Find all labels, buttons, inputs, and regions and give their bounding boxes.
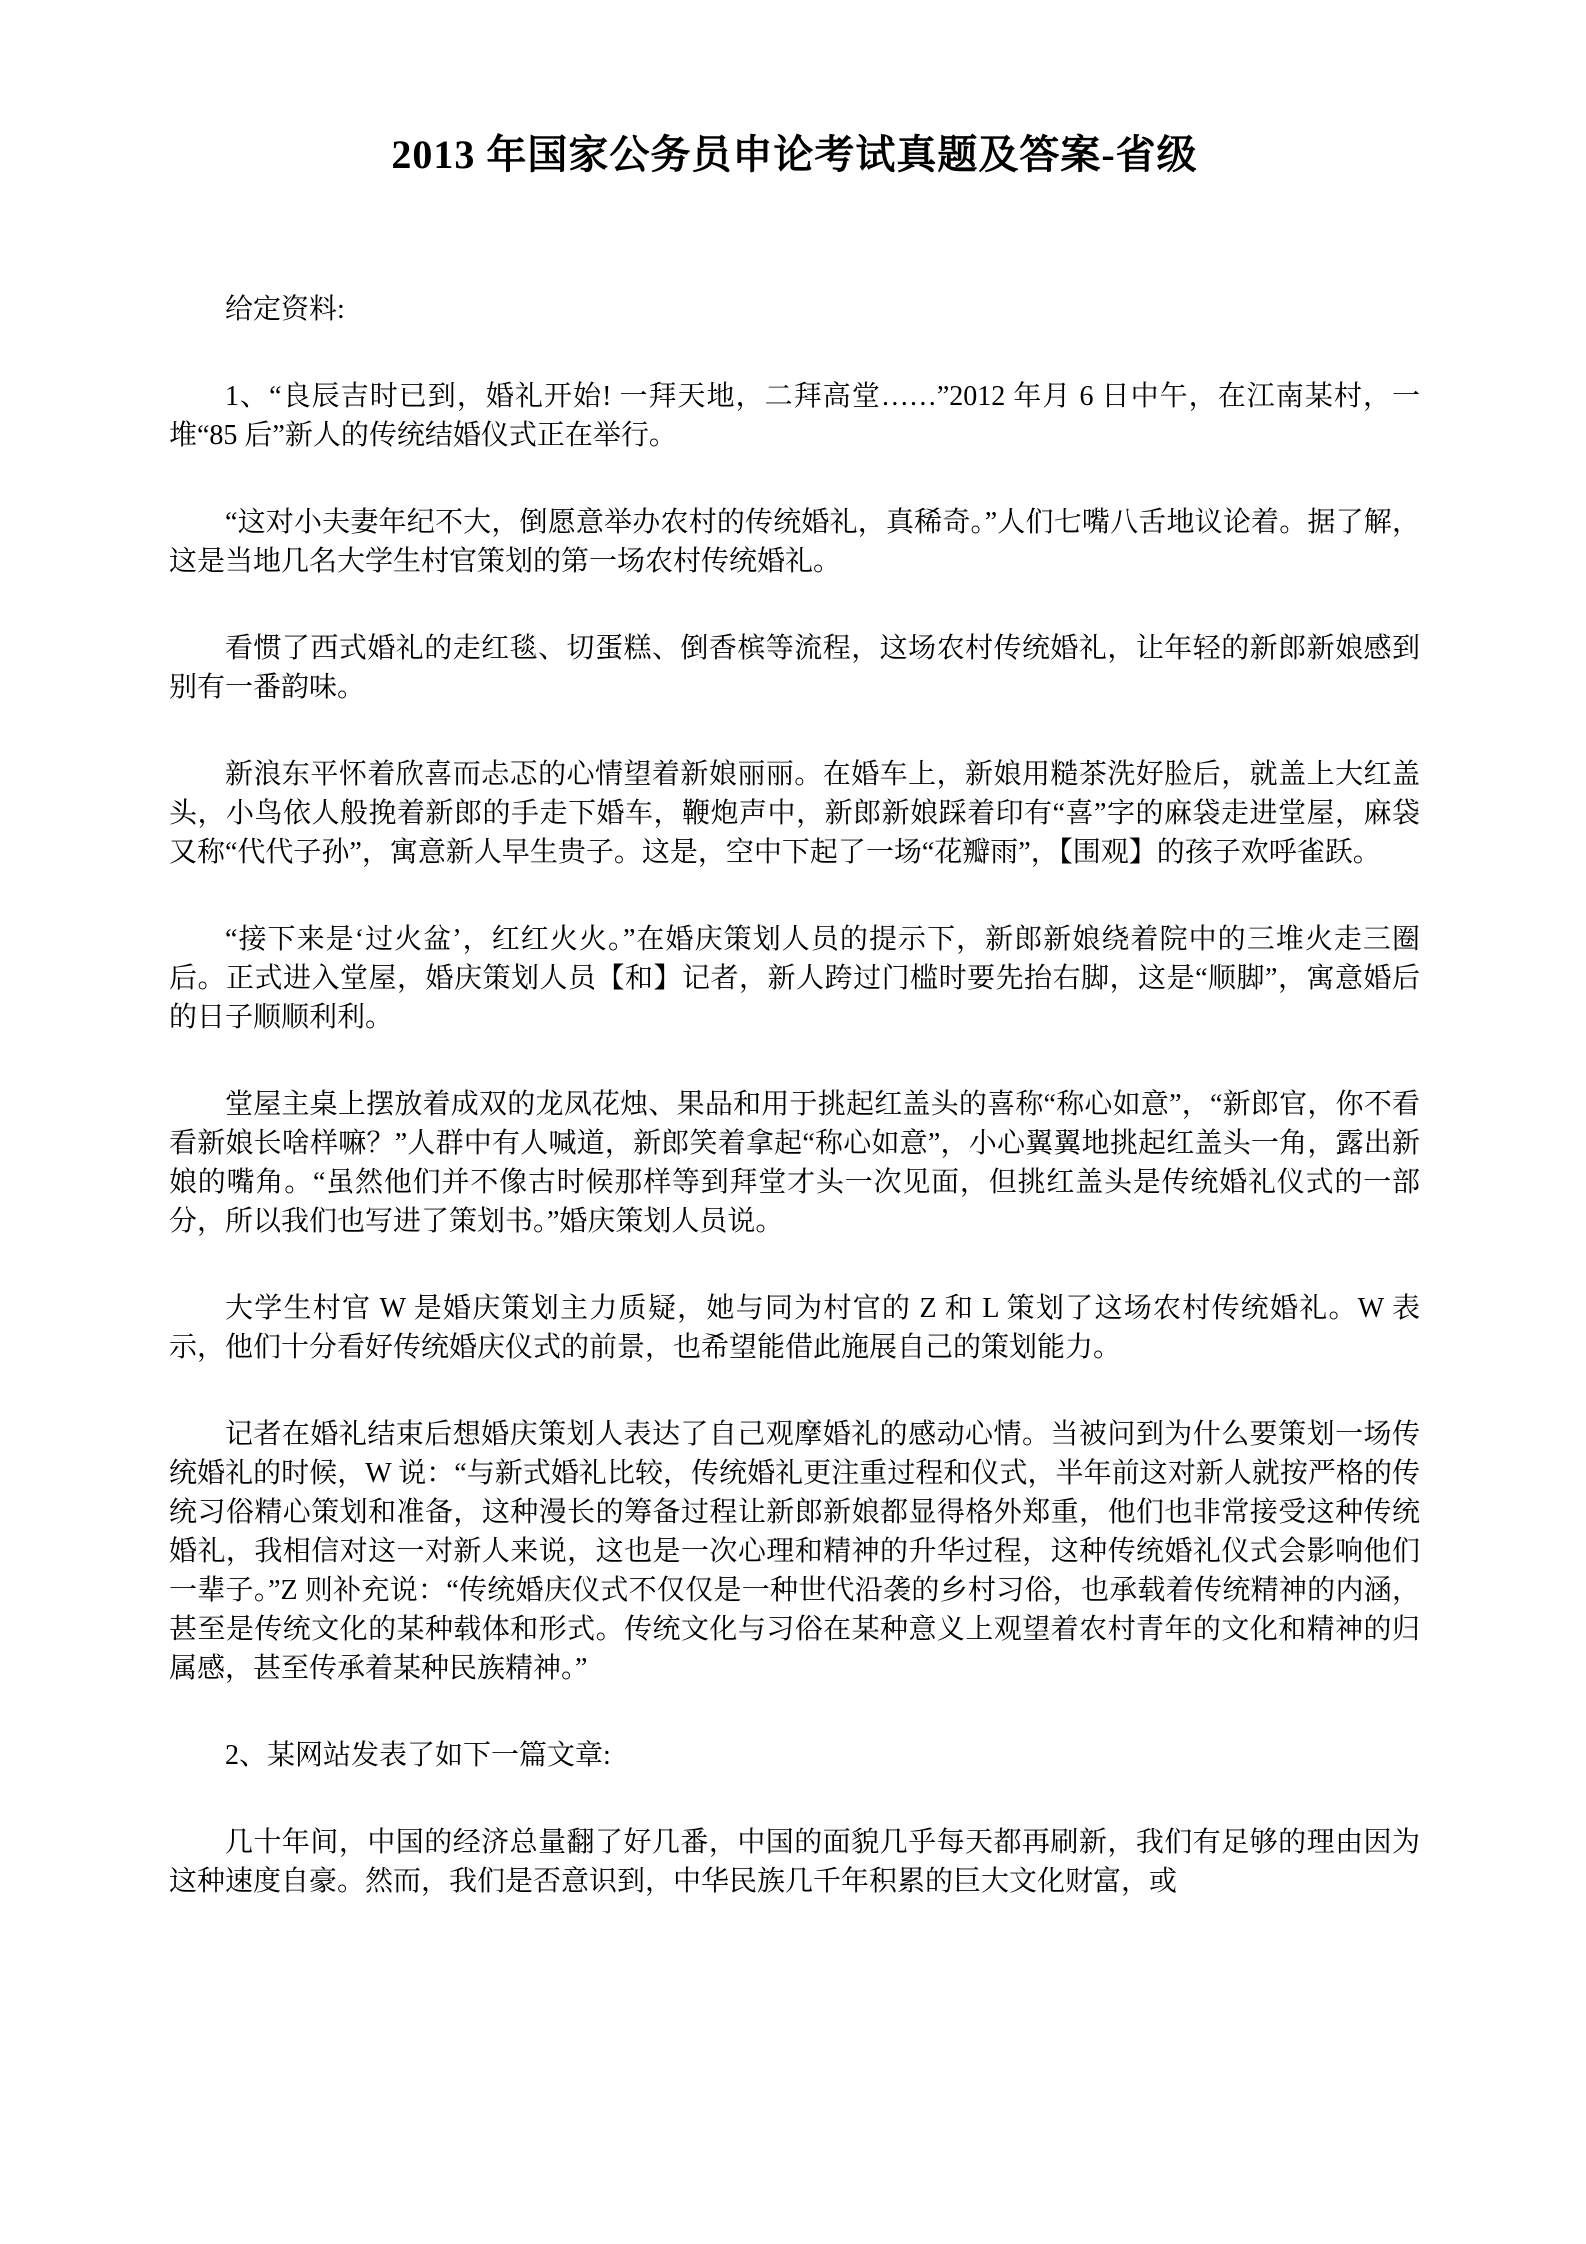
paragraph-9: 2、某网站发表了如下一篇文章:: [225, 1740, 611, 1771]
paragraph-10: 几十年间，中国的经济总量翻了好几番，中国的面貌几乎每天都再刷新，我们有足够的理由因为这种速度自豪。然而，我们是否意识到，中华民族几千年积累的巨大文化财富，或: [169, 1827, 1420, 1897]
paragraph-2: “这对小夫妻年纪不大，倒愿意举办农村的传统婚礼，真稀奇。”人们七嘴八舌地议论着。据了解，这是当地几名大学生村官策划的第一场农村传统婚礼。: [169, 507, 1420, 577]
paragraph-4: 新浪东平怀着欣喜而忐忑的心情望着新娘丽丽。在婚车上，新娘用糙茶洗好脸后，就盖上大红盖头，小鸟依人般挽着新郎的手走下婚车，鞭炮声中，新郎新娘踩着印有“喜”字的麻袋走进堂屋，麻袋又称“代代子孙”，寓意新人早生贵子。这是，空中下起了一场“花瓣雨”，【围观】的孩子欢呼雀跃。: [169, 759, 1420, 868]
paragraph-5: “接下来是‘过火盆’，红红火火。”在婚庆策划人员的提示下，新郎新娘绕着院中的三堆火走三圈后。正式进入堂屋，婚庆策划人员【和】记者，新人跨过门槛时要先抬右脚，这是“顺脚”，寓意婚后的日子顺顺利利。: [169, 924, 1420, 1033]
paragraph-6: 堂屋主桌上摆放着成双的龙凤花烛、果品和用于挑起红盖头的喜称“称心如意”，“新郎官，你不看看新娘长啥样嘛？”人群中有人喊道，新郎笑着拿起“称心如意”，小心翼翼地挑起红盖头一角，露出新娘的嘴角。“虽然他们并不像古时候那样等到拜堂才头一次见面，但挑红盖头是传统婚礼仪式的一部分，所以我们也写进了策划书。”婚庆策划人员说。: [169, 1089, 1420, 1237]
section-label: 给定资料:: [225, 294, 345, 325]
paragraph-8: 记者在婚礼结束后想婚庆策划人表达了自己观摩婚礼的感动心情。当被问到为什么要策划一场传统婚礼的时候，W 说：“与新式婚礼比较，传统婚礼更注重过程和仪式，半年前这对新人就按严格的传统习俗精心策划和准备，这种漫长的筹备过程让新郎新娘都显得格外郑重，他们也非常接受这种传统婚礼，我相信对这一对新人来说，这也是一次心理和精神的升华过程，这种传统婚礼仪式会影响他们一辈子。”Z 则补充说：“传统婚庆仪式不仅仅是一种世代沿袭的乡村习俗，也承载着传统精神的内涵，甚至是传统文化的某种载体和形式。传统文化与习俗在某种意义上观望着农村青年的文化和精神的归属感，甚至传承着某种民族精神。”: [169, 1419, 1420, 1684]
paragraph-3: 看惯了西式婚礼的走红毯、切蛋糕、倒香槟等流程，这场农村传统婚礼，让年轻的新郎新娘感到别有一番韵味。: [169, 633, 1420, 703]
paragraph-7: 大学生村官 W 是婚庆策划主力质疑，她与同为村官的 Z 和 L 策划了这场农村传统婚礼。W 表示，他们十分看好传统婚庆仪式的前景，也希望能借此施展自己的策划能力。: [169, 1293, 1420, 1363]
paragraph-1: 1、“良辰吉时已到，婚礼开始! 一拜天地，二拜高堂……”2012 年月 6 日中午，在江南某村，一堆“85 后”新人的传统结婚仪式正在举行。: [169, 381, 1420, 451]
document-title: 2013 年国家公务员申论考试真题及答案-省级: [391, 132, 1198, 177]
